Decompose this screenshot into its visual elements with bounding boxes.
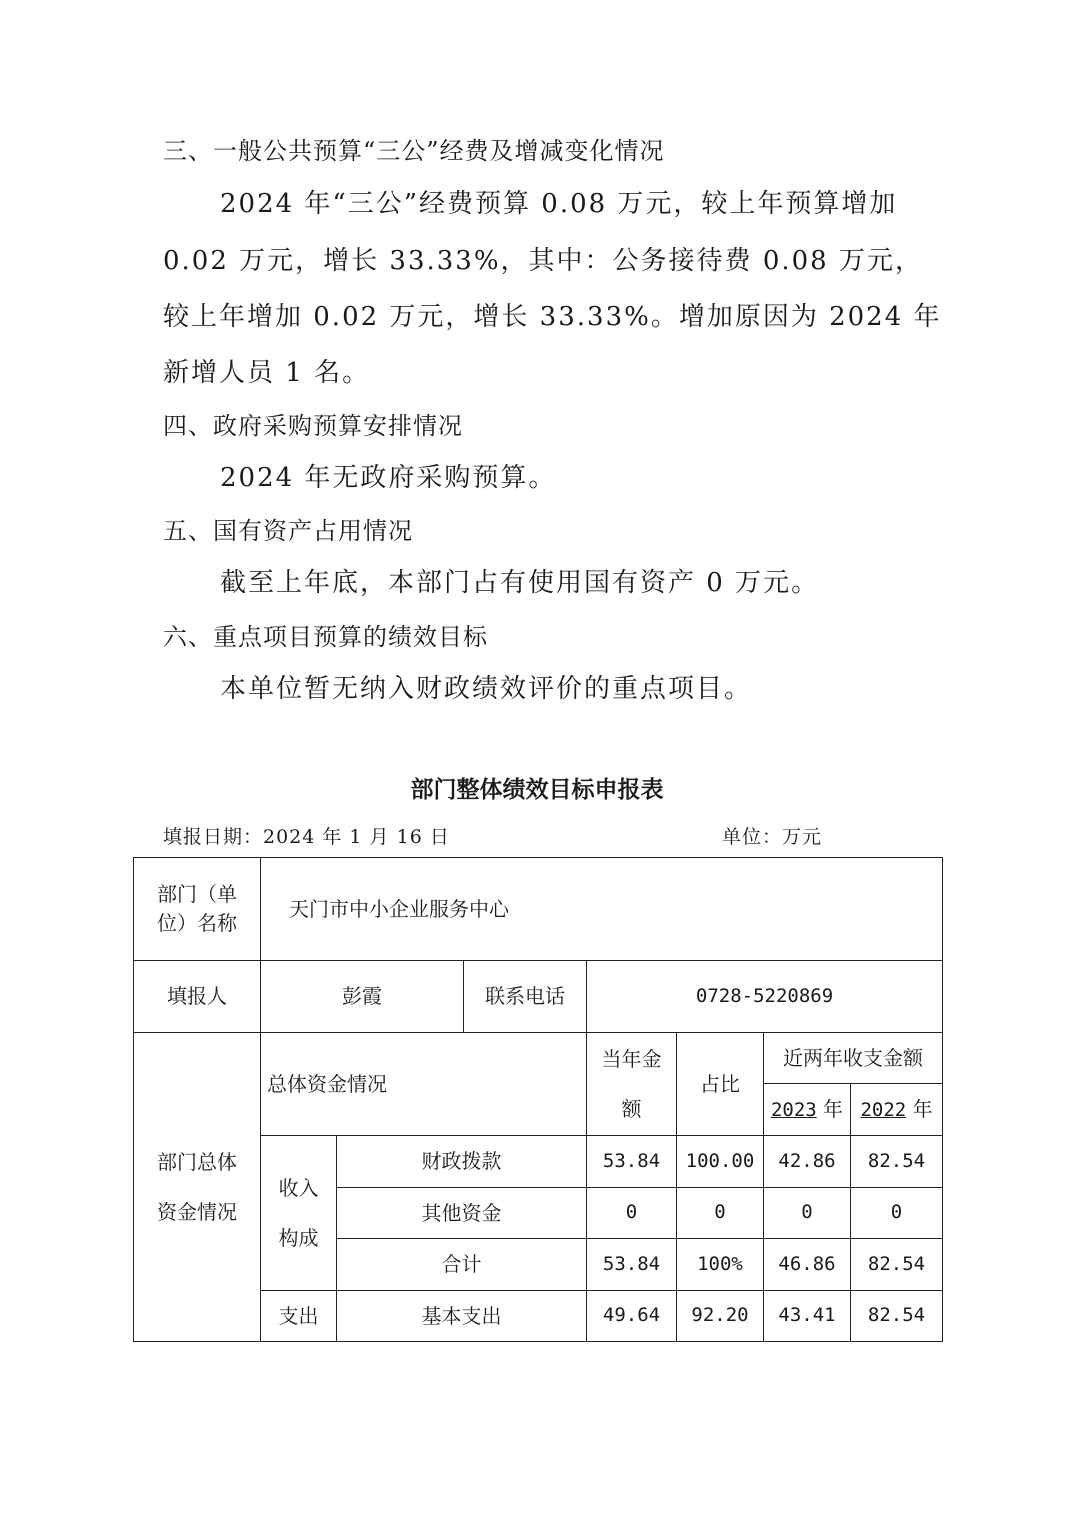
paragraph-line: 2024 年“三公”经费预算 0.08 万元，较上年预算增加 <box>220 189 898 219</box>
row-2023: 0 <box>764 1188 851 1239</box>
income-label-line2: 构成 <box>278 1226 319 1250</box>
row-ratio: 100.00 <box>677 1136 764 1188</box>
row-ratio: 92.20 <box>677 1291 764 1342</box>
paragraph-line: 0.02 万元，增长 33.33%，其中：公务接待费 0.08 万元， <box>163 246 923 276</box>
section-heading-three-public-expenses: 三、一般公共预算“三公”经费及增减变化情况 <box>163 137 665 165</box>
row-name: 其他资金 <box>337 1188 587 1239</box>
performance-target-table <box>133 857 943 1342</box>
row-2023: 42.86 <box>764 1136 851 1188</box>
dept-name-label-cell <box>134 858 261 961</box>
phone-label: 联系电话 <box>464 961 587 1033</box>
paragraph-line: 新增人员 1 名。 <box>163 358 371 388</box>
year-2023-header <box>764 1084 851 1136</box>
row-2022: 82.54 <box>851 1239 943 1291</box>
fill-date: 填报日期：2024 年 1 月 16 日 <box>163 826 450 848</box>
section-label-line2: 资金情况 <box>157 1200 237 1224</box>
row-2023: 46.86 <box>764 1239 851 1291</box>
row-current: 49.64 <box>587 1291 677 1342</box>
row-name: 财政拨款 <box>337 1136 587 1188</box>
row-current: 53.84 <box>587 1136 677 1188</box>
row-2022: 82.54 <box>851 1136 943 1188</box>
paragraph-line: 较上年增加 0.02 万元，增长 33.33%。增加原因为 2024 年 <box>163 302 942 332</box>
row-2022: 82.54 <box>851 1291 943 1342</box>
table-title: 部门整体绩效目标申报表 <box>410 777 664 803</box>
dept-name-label-line2: 位）名称 <box>157 911 237 935</box>
row-current: 0 <box>587 1188 677 1239</box>
current-amount-header <box>587 1033 677 1136</box>
row-name: 基本支出 <box>337 1291 587 1342</box>
section-heading-five-state-assets: 五、国有资产占用情况 <box>163 517 413 545</box>
filler-label: 填报人 <box>134 961 261 1033</box>
row-name: 合计 <box>337 1239 587 1291</box>
income-label-line1: 收入 <box>278 1176 319 1200</box>
dept-name-value: 天门市中小企业服务中心 <box>261 858 943 961</box>
row-current: 53.84 <box>587 1239 677 1291</box>
expense-label: 支出 <box>261 1291 337 1342</box>
paragraph-line: 本单位暂无纳入财政绩效评价的重点项目。 <box>220 674 753 704</box>
year-2022-suffix: 年 <box>906 1096 933 1121</box>
row-2023: 43.41 <box>764 1291 851 1342</box>
section-label-cell <box>134 1033 261 1342</box>
section-heading-six-key-projects: 六、重点项目预算的绩效目标 <box>163 623 488 651</box>
funds-header: 总体资金情况 <box>261 1033 587 1136</box>
filler-value: 彭霞 <box>261 961 464 1033</box>
current-amount-header-line2: 额 <box>621 1097 642 1121</box>
row-ratio: 100% <box>677 1239 764 1291</box>
ratio-header: 占比 <box>677 1033 764 1136</box>
year-2023-suffix: 年 <box>816 1096 844 1121</box>
year-2022-header <box>851 1084 943 1136</box>
paragraph-line: 截至上年底，本部门占有使用国有资产 0 万元。 <box>220 568 820 598</box>
row-ratio: 0 <box>677 1188 764 1239</box>
year-2022-number: 2022 <box>860 1098 907 1121</box>
section-label-line1: 部门总体 <box>157 1150 237 1174</box>
year-2023-number: 2023 <box>770 1098 817 1121</box>
paragraph-line: 2024 年无政府采购预算。 <box>220 463 557 493</box>
dept-name-label-line1: 部门（单 <box>157 882 237 906</box>
phone-value: 0728-5220869 <box>587 961 943 1033</box>
unit-label: 单位：万元 <box>722 826 823 848</box>
row-2022: 0 <box>851 1188 943 1239</box>
recent-years-header: 近两年收支金额 <box>764 1033 943 1084</box>
current-amount-header-line1: 当年金 <box>601 1047 662 1071</box>
section-heading-four-procurement: 四、政府采购预算安排情况 <box>163 412 463 440</box>
income-label-cell <box>261 1136 337 1291</box>
